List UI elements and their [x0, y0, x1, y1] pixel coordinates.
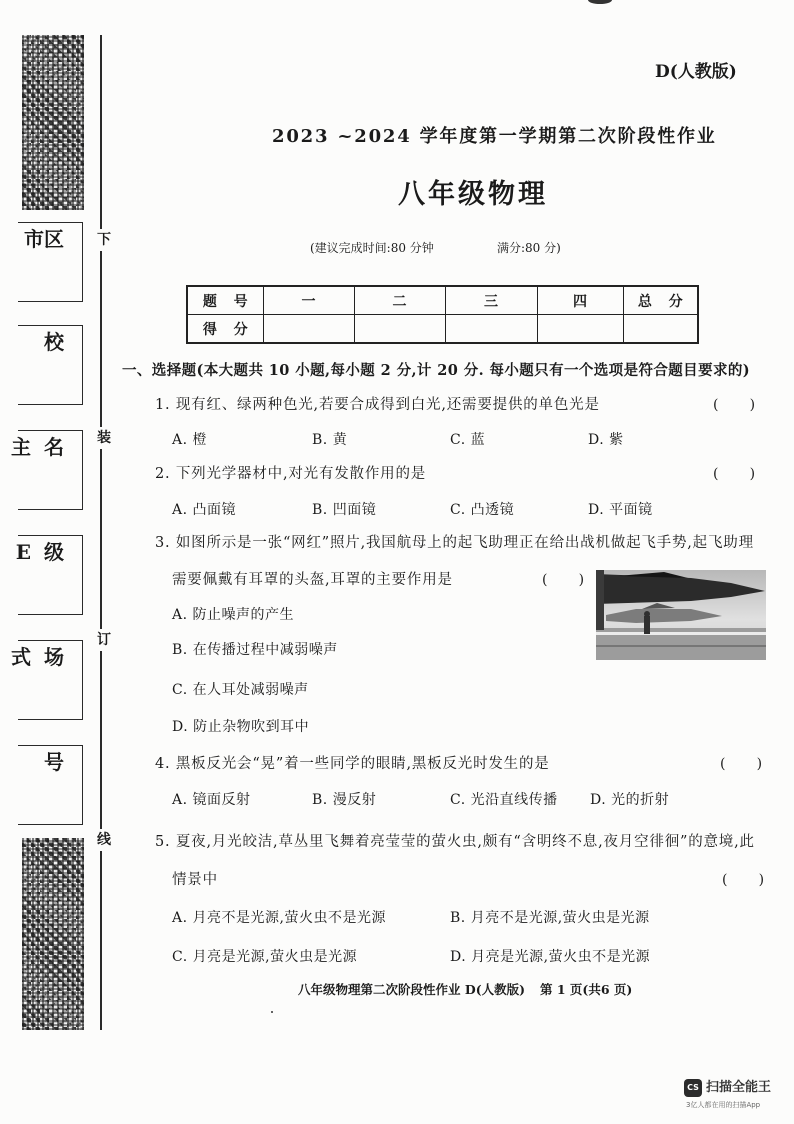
info-field-exam-room — [11, 640, 83, 720]
scanner-tagline: 3亿人都在用的扫描App — [686, 1101, 761, 1109]
question-5-option-a: A. 月亮不是光源,萤火虫不是光源 — [172, 910, 386, 926]
photo-deck-line — [596, 632, 766, 635]
info-field-label: 式 场 — [11, 645, 64, 669]
question-5-option-c: C. 月亮是光源,萤火虫是光源 — [172, 949, 358, 965]
section-title: 一、选择题(本大题共 10 小题,每小题 2 分,计 20 分. 每小题只有一个选项是符合题目要求的) — [122, 362, 751, 379]
question-3-stem-line-2: 需要佩戴有耳罩的头盔,耳罩的主要作用是 — [172, 572, 453, 588]
carrier-jet-photo — [596, 570, 766, 660]
cut-mark-zhuang: 装 — [95, 427, 113, 449]
question-2-stem: 2. 下列光学器材中,对光有发散作用的是 — [155, 466, 427, 482]
question-3-option-c: C. 在人耳处减弱噪声 — [172, 682, 309, 698]
cut-mark-xian: 线 — [95, 829, 113, 851]
info-field-label: 市区 — [24, 227, 64, 251]
question-2-answer-bracket: ( ) — [713, 466, 756, 482]
question-3-answer-bracket: ( ) — [542, 572, 585, 588]
question-5-stem-line-2: 情景中 — [172, 872, 218, 888]
info-field-name — [11, 430, 83, 510]
question-2-option-a: A. 凸面镜 — [172, 502, 237, 518]
score-cell-part-3 — [445, 315, 537, 344]
info-field-school — [18, 325, 83, 405]
score-cell-part-1 — [263, 315, 354, 344]
score-cell-part-4 — [537, 315, 623, 344]
info-field-label: 校 — [44, 330, 64, 354]
camscanner-logo-icon: CS — [684, 1079, 702, 1097]
full-score: 满分:80 分) — [497, 241, 561, 255]
question-3-option-d: D. 防止杂物吹到耳中 — [172, 719, 310, 735]
score-header-part-2: 二 — [354, 286, 445, 315]
subject-title: 八年级物理 — [398, 179, 548, 210]
exam-title: 2023 ~2024 学年度第一学期第二次阶段性作业 — [272, 126, 717, 147]
question-4-option-d: D. 光的折射 — [590, 792, 670, 808]
question-5-option-b: B. 月亮不是光源,萤火虫是光源 — [450, 910, 650, 926]
question-3-stem-line-1: 3. 如图所示是一张“网红”照片,我国航母上的起飞助理正在给出战机做起飞手势,起飞助理 — [155, 535, 754, 551]
question-5-answer-bracket: ( ) — [722, 872, 765, 888]
photo-deck-crew-helmet — [644, 611, 650, 617]
cut-mark-ding: 订 — [95, 629, 113, 651]
info-field-label: E 级 — [15, 540, 64, 564]
question-1-answer-bracket: ( ) — [713, 397, 756, 413]
score-table-header-row — [187, 286, 698, 315]
question-4-option-a: A. 镜面反射 — [172, 792, 251, 808]
photo-left-structure — [596, 570, 604, 630]
question-4-option-b: B. 漫反射 — [312, 792, 377, 808]
score-header-part-1: 一 — [263, 286, 354, 315]
info-field-label: 主 名 — [11, 435, 64, 459]
score-header-total: 总 分 — [623, 286, 698, 315]
score-table-score-row — [187, 315, 698, 344]
scan-dust — [271, 1011, 273, 1013]
info-field-label: 号 — [44, 750, 64, 774]
question-1-option-b: B. 黄 — [312, 432, 348, 448]
score-cell-part-2 — [354, 315, 445, 344]
score-row-label: 得 分 — [187, 315, 263, 344]
question-1-option-a: A. 橙 — [172, 432, 208, 448]
score-header-part-3: 三 — [445, 286, 537, 315]
question-3-option-a: A. 防止噪声的产生 — [172, 607, 295, 623]
question-2-option-d: D. 平面镜 — [588, 502, 653, 518]
question-2-option-b: B. 凹面镜 — [312, 502, 377, 518]
cut-mark-xia: 下 — [95, 229, 113, 251]
photo-deck-crew-body — [644, 616, 650, 634]
photo-deck-seam — [596, 645, 766, 647]
score-header-question-number: 题 号 — [187, 286, 263, 315]
binding-line — [100, 35, 102, 1030]
question-4-option-c: C. 光沿直线传播 — [450, 792, 558, 808]
score-table — [186, 285, 699, 344]
suggested-time: (建议完成时间:80 分钟 — [310, 241, 434, 255]
question-5-option-d: D. 月亮是光源,萤火虫不是光源 — [450, 949, 651, 965]
info-field-exam-number — [18, 745, 83, 825]
footer-page-number: 第 1 页(共6 页) — [540, 982, 633, 997]
score-cell-total — [623, 315, 698, 344]
binding-pattern-bottom — [22, 838, 84, 1030]
footer-title: 八年级物理第二次阶段性作业 D(人教版) — [298, 982, 526, 997]
info-field-class — [15, 535, 83, 615]
question-1-option-c: C. 蓝 — [450, 432, 486, 448]
question-4-answer-bracket: ( ) — [720, 756, 763, 772]
score-header-part-4: 四 — [537, 286, 623, 315]
question-3-option-b: B. 在传播过程中减弱噪声 — [172, 642, 338, 658]
question-4-stem: 4. 黑板反光会“晃”着一些同学的眼睛,黑板反光时发生的是 — [155, 756, 550, 772]
binding-pattern-top — [22, 35, 84, 210]
scan-artifact — [588, 0, 612, 4]
question-1-stem: 1. 现有红、绿两种色光,若要合成得到白光,还需要提供的单色光是 — [155, 397, 600, 413]
scanner-brand: 扫描全能王 — [706, 1080, 772, 1095]
edition-label: D(人教版) — [655, 62, 737, 82]
question-5-stem-line-1: 5. 夏夜,月光皎洁,草丛里飞舞着亮莹莹的萤火虫,颇有“含明终不息,夜月空徘徊”的意境,此 — [155, 834, 755, 850]
question-1-option-d: D. 紫 — [588, 432, 624, 448]
info-field-district — [18, 222, 83, 302]
question-2-option-c: C. 凸透镜 — [450, 502, 515, 518]
